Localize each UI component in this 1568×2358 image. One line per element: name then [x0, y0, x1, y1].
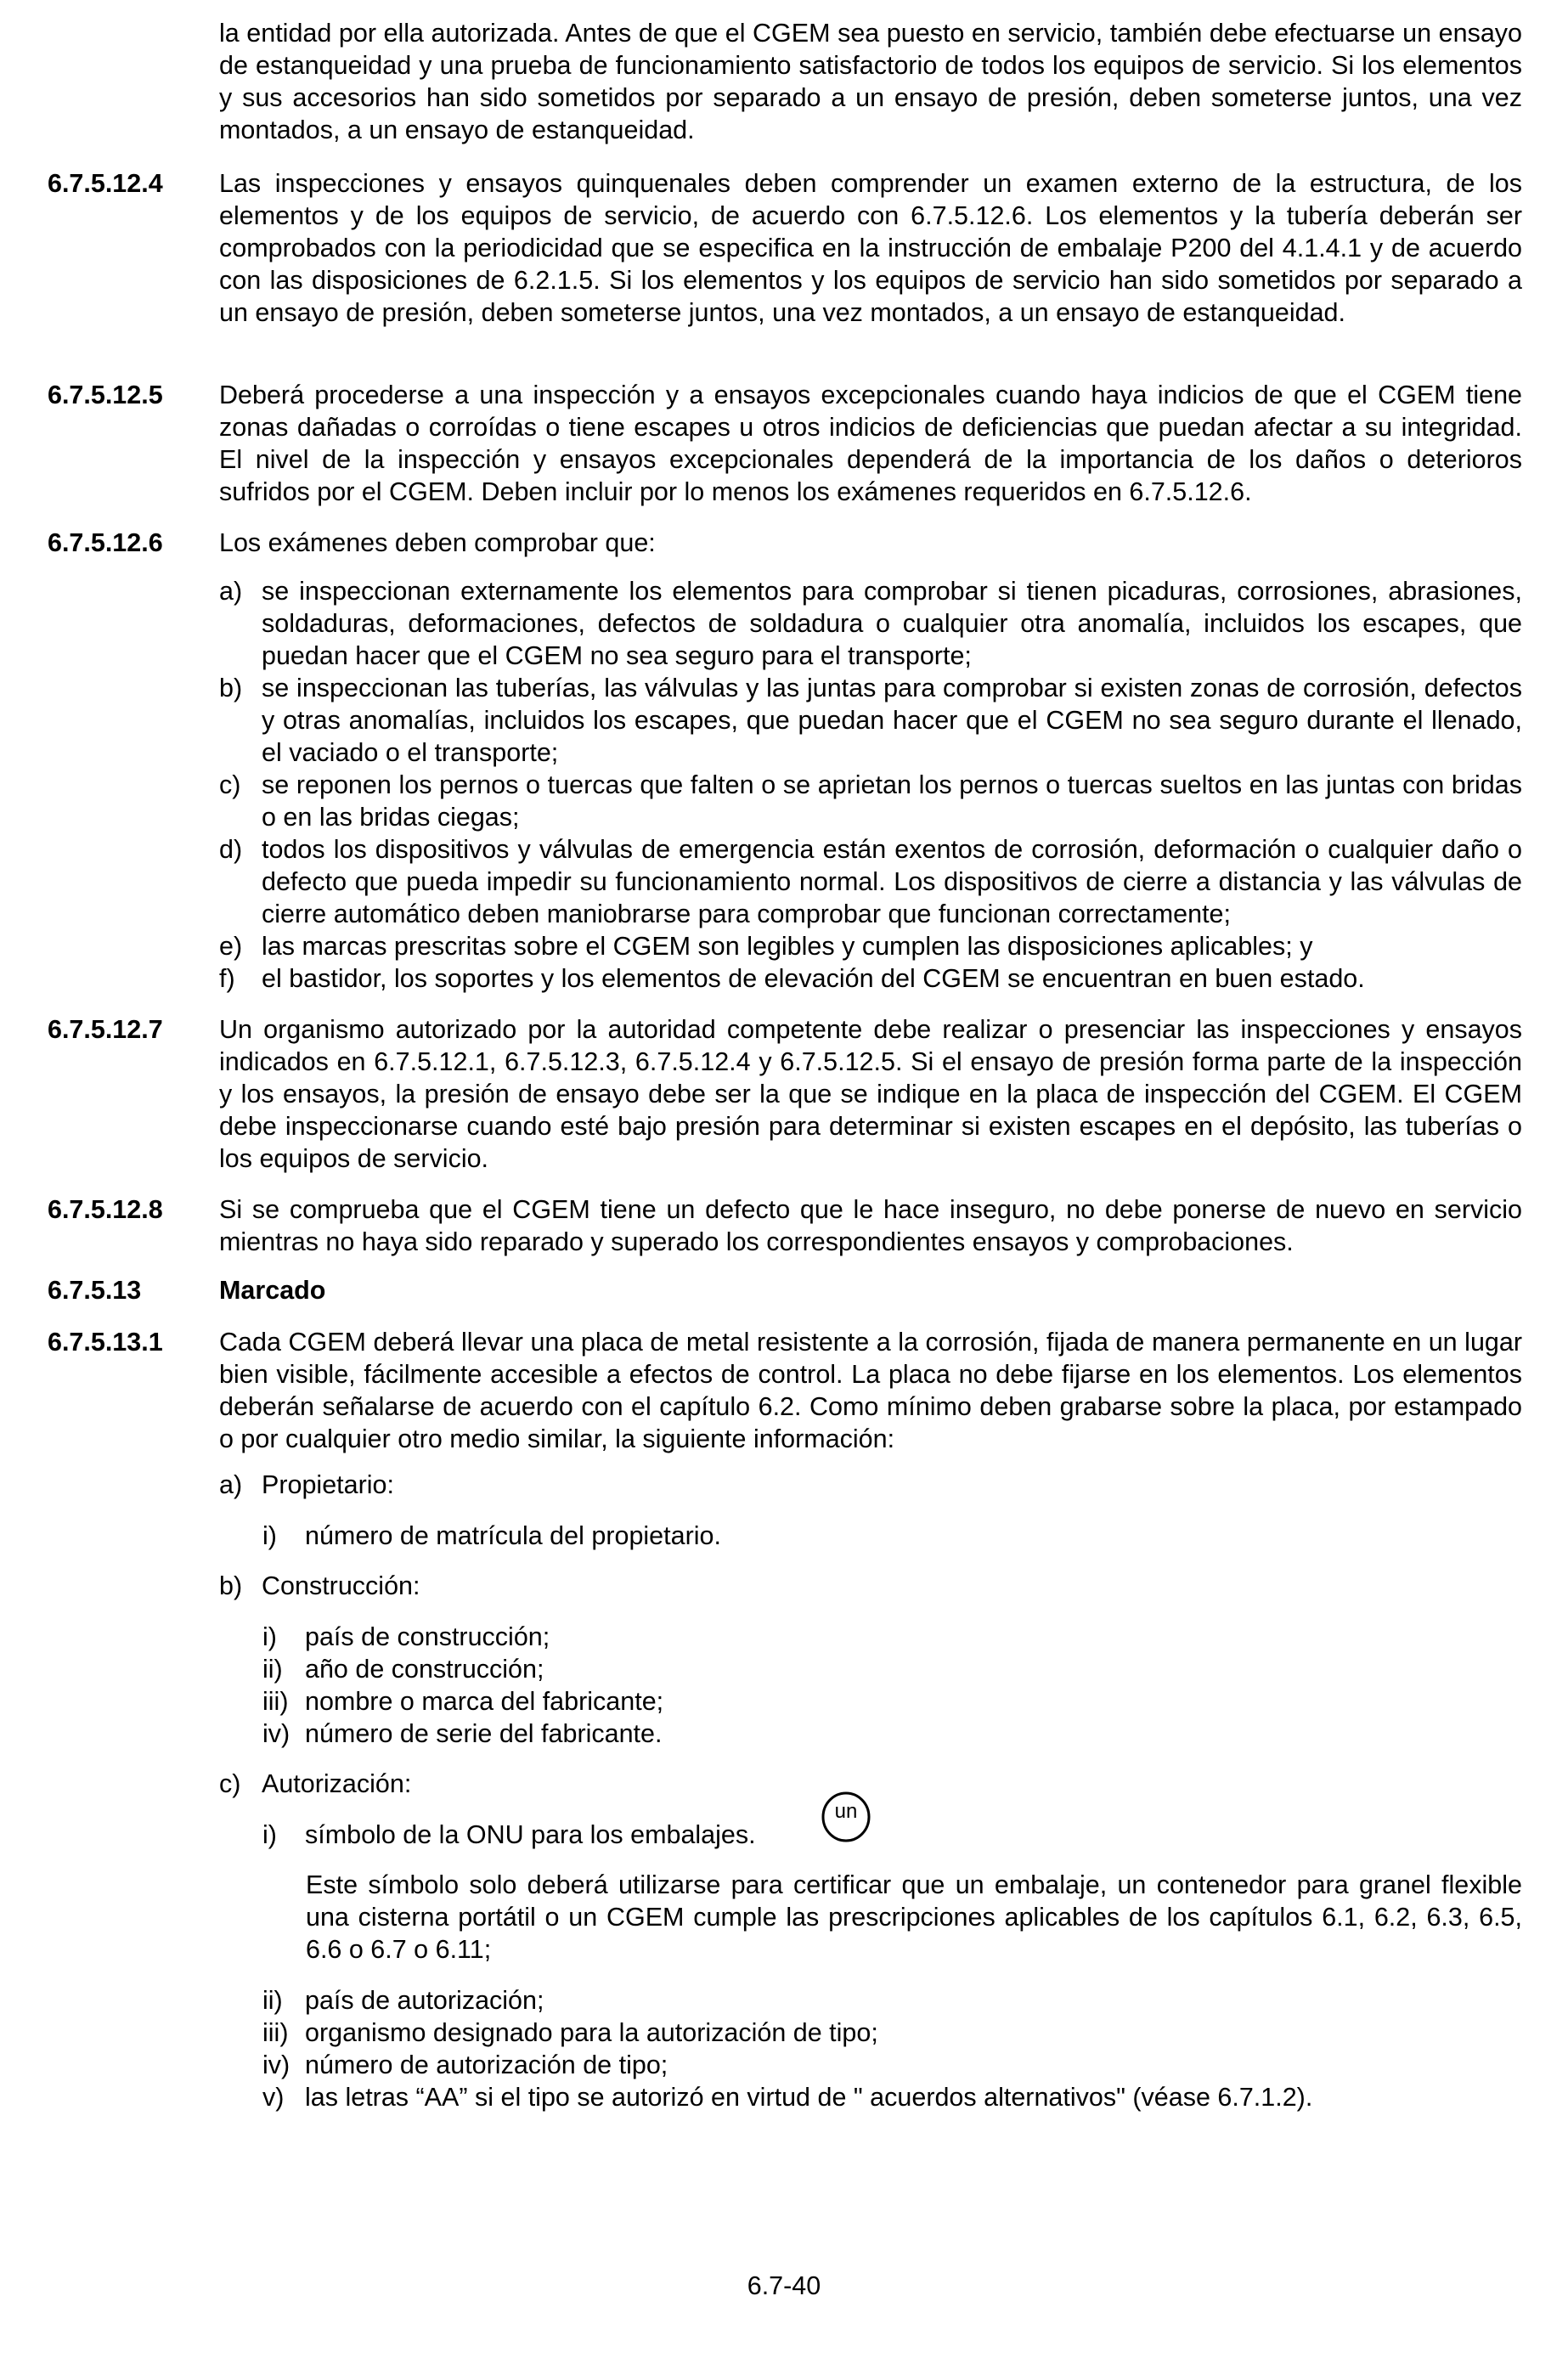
sub-list-item — [262, 1718, 1522, 1750]
sub-list-item-text: país de autorización; — [305, 1986, 544, 2015]
list-item — [219, 1570, 1522, 1602]
list-item-title: Propietario: — [262, 1470, 394, 1499]
list-item — [219, 930, 1522, 962]
list-item-label: b) — [219, 1571, 243, 1600]
sub-list-item-label: iii) — [262, 2018, 289, 2047]
list-item-text: se inspeccionan las tuberías, las válvulas y las juntas para comprobar si existen zonas de corrosión, defectos y otras anomalías, incluidos los escapes, que puedan hacer que el CGEM no sea seguro durante el llenado, el vaciado o el transporte; — [262, 674, 1522, 767]
section-13-1-text: Cada CGEM deberá llevar una placa de metal resistente a la corrosión, fijada de manera permanente en un lugar bien visible, fácilmente accesible a efectos de control. La placa no debe fijarse en los elementos. Los elementos deberán señalarse de acuerdo con el capítulo 6.2. Como mínimo deben grabarse sobre la placa, por estampado o por cualquier otro medio similar, la siguiente información: — [219, 1328, 1522, 1453]
sub-list-item — [262, 1621, 1522, 1653]
section-number-12-4: 6.7.5.12.4 — [48, 169, 163, 198]
sub-list-item-label: iii) — [262, 1687, 289, 1716]
list-item-text: todos los dispositivos y válvulas de emergencia están exentos de corrosión, deformación o cualquier daño o defecto que pueda impedir su funcionamiento normal. Los dispositivos de cierre a distancia y las válvulas de cierre automático deben maniobrarse para comprobar que funcionan correctamente; — [262, 835, 1522, 928]
list-item-label: c) — [219, 770, 241, 799]
sub-list-item-text: número de matrícula del propietario. — [305, 1521, 721, 1550]
section-number-12-5: 6.7.5.12.5 — [48, 381, 163, 409]
list-item — [219, 769, 1522, 833]
section-number-12-8: 6.7.5.12.8 — [48, 1195, 163, 1224]
list-item-title: Autorización: — [262, 1769, 412, 1798]
sub-list-item-label: ii) — [262, 1986, 283, 2015]
page-number: 6.7-40 — [747, 2271, 821, 2300]
list-item-label: d) — [219, 835, 243, 864]
list-item-label: a) — [219, 577, 243, 606]
list-item-label: c) — [219, 1769, 241, 1798]
sub-list-item-label: ii) — [262, 1655, 283, 1684]
sub-list-item-text: organismo designado para la autorización de tipo; — [305, 2018, 878, 2047]
sub-list-item — [262, 1685, 1522, 1718]
list-item-text: se reponen los pernos o tuercas que falten o se aprietan los pernos o tuercas sueltos en las juntas con bridas o en las bridas ciegas; — [262, 770, 1522, 832]
list-item-text: el bastidor, los soportes y los elementos de elevación del CGEM se encuentran en buen estado. — [262, 964, 1365, 993]
section-heading-marcado: Marcado — [219, 1276, 326, 1305]
sub-list-item-text: símbolo de la ONU para los embalajes. — [305, 1820, 756, 1849]
sub-list-item — [262, 2049, 1522, 2081]
list-item-label: a) — [219, 1470, 243, 1499]
sub-list-item-label: i) — [262, 1521, 277, 1550]
list-item-title: Construcción: — [262, 1571, 420, 1600]
sub-list-item-label: iv) — [262, 2051, 290, 2079]
section-number-13-1: 6.7.5.13.1 — [48, 1328, 163, 1357]
sub-list-item-text: año de construcción; — [305, 1655, 544, 1684]
sub-list-item — [262, 1819, 1522, 1851]
sub-list-item-text: número de serie del fabricante. — [305, 1719, 663, 1748]
un-packaging-symbol-icon — [821, 1791, 871, 1843]
sub-list-item-label: i) — [262, 1820, 277, 1849]
intro-paragraph: la entidad por ella autorizada. Antes de que el CGEM sea puesto en servicio, también debe efectuarse un ensayo de estanqueidad y una prueba de funcionamiento satisfactorio de todos los equipos de servicio. Si los elementos y sus accesorios han sido sometidos por separado a un ensayo de presión, deben someterse juntos, una vez montados, a un ensayo de estanqueidad. — [219, 19, 1522, 144]
section-12-7-text: Un organismo autorizado por la autoridad competente debe realizar o presenciar las inspecciones y ensayos indicados en 6.7.5.12.1, 6.7.5.12.3, 6.7.5.12.4 y 6.7.5.12.5. Si el ensayo de presión forma parte de la inspección y los ensayos, la presión de ensayo debe ser la que se indique en la placa de inspección del CGEM. El CGEM debe inspeccionarse cuando esté bajo presión para determinar si existen escapes en el depósito, las tuberías o los equipos de servicio. — [219, 1015, 1522, 1173]
list-item-label: e) — [219, 932, 243, 961]
sub-list-item-label: i) — [262, 1622, 277, 1651]
sub-list-item-text: país de construcción; — [305, 1622, 550, 1651]
list-item — [219, 1469, 1522, 1501]
list-item-label: f) — [219, 964, 235, 993]
section-12-4-text: Las inspecciones y ensayos quinquenales deben comprender un examen externo de la estructura, de los elementos y de los equipos de servicio, de acuerdo con 6.7.5.12.6. Los elementos y la tubería deberán ser comprobados con la periodicidad que se especifica en la instrucción de embalaje P200 del 4.1.4.1 y de acuerdo con las disposiciones de 6.2.1.5. Si los elementos y los equipos de servicio han sido sometidos por separado a un ensayo de presión, deben someterse juntos, una vez montados, a un ensayo de estanqueidad. — [219, 169, 1522, 327]
sub-list-item-label: v) — [262, 2083, 285, 2112]
list-item-text: las marcas prescritas sobre el CGEM son legibles y cumplen las disposiciones aplicables; y — [262, 932, 1313, 961]
sub-list-item-text: número de autorización de tipo; — [305, 2051, 668, 2079]
sub-list-item — [262, 1984, 1522, 2017]
sub-list-item-text: las letras “AA” si el tipo se autorizó en virtud de " acuerdos alternativos" (véase 6.7.1.2). — [305, 2083, 1313, 2112]
section-12-8-text: Si se comprueba que el CGEM tiene un defecto que le hace inseguro, no debe ponerse de nuevo en servicio mientras no haya sido reparado y superado los correspondientes ensayos y comprobaciones. — [219, 1195, 1522, 1256]
list-item-label: b) — [219, 674, 243, 702]
section-number-12-6: 6.7.5.12.6 — [48, 528, 163, 557]
sub-list-item-label: iv) — [262, 1719, 290, 1748]
list-item — [219, 962, 1522, 995]
section-12-6-text: Los exámenes deben comprobar que: — [219, 528, 656, 557]
section-12-5-text: Deberá procederse a una inspección y a ensayos excepcionales cuando haya indicios de que el CGEM tiene zonas dañadas o corroídas o tiene escapes u otros indicios de deficiencias que puedan afectar a su integridad. El nivel de la inspección y ensayos excepcionales dependerá de la importancia de los daños o deterioros sufridos por el CGEM. Deben incluir por lo menos los exámenes requeridos en 6.7.5.12.6. — [219, 381, 1522, 506]
sub-list-item-text: nombre o marca del fabricante; — [305, 1687, 664, 1716]
un-symbol-note: Este símbolo solo deberá utilizarse para certificar que un embalaje, un contenedor para granel flexible una cisterna portátil o un CGEM cumple las prescripciones aplicables de los capítulos 6.1, 6.2, 6.3, 6.5, 6.6 o 6.7 o 6.11; — [306, 1870, 1522, 1964]
un-symbol-letters: un — [834, 1800, 858, 1823]
list-item — [219, 575, 1522, 672]
list-item — [219, 672, 1522, 769]
sub-list-item — [262, 1520, 1522, 1552]
sub-list-item — [262, 1653, 1522, 1685]
sub-list-item — [262, 2017, 1522, 2049]
list-item-text: se inspeccionan externamente los elementos para comprobar si tienen picaduras, corrosiones, abrasiones, soldaduras, deformaciones, defectos de soldadura o cualquier otra anomalía, incluidos los escapes, que puedan hacer que el CGEM no sea seguro para el transporte; — [262, 577, 1522, 670]
list-item — [219, 833, 1522, 930]
section-number-13: 6.7.5.13 — [48, 1276, 142, 1305]
section-number-12-7: 6.7.5.12.7 — [48, 1015, 163, 1044]
sub-list-item — [262, 2081, 1522, 2113]
